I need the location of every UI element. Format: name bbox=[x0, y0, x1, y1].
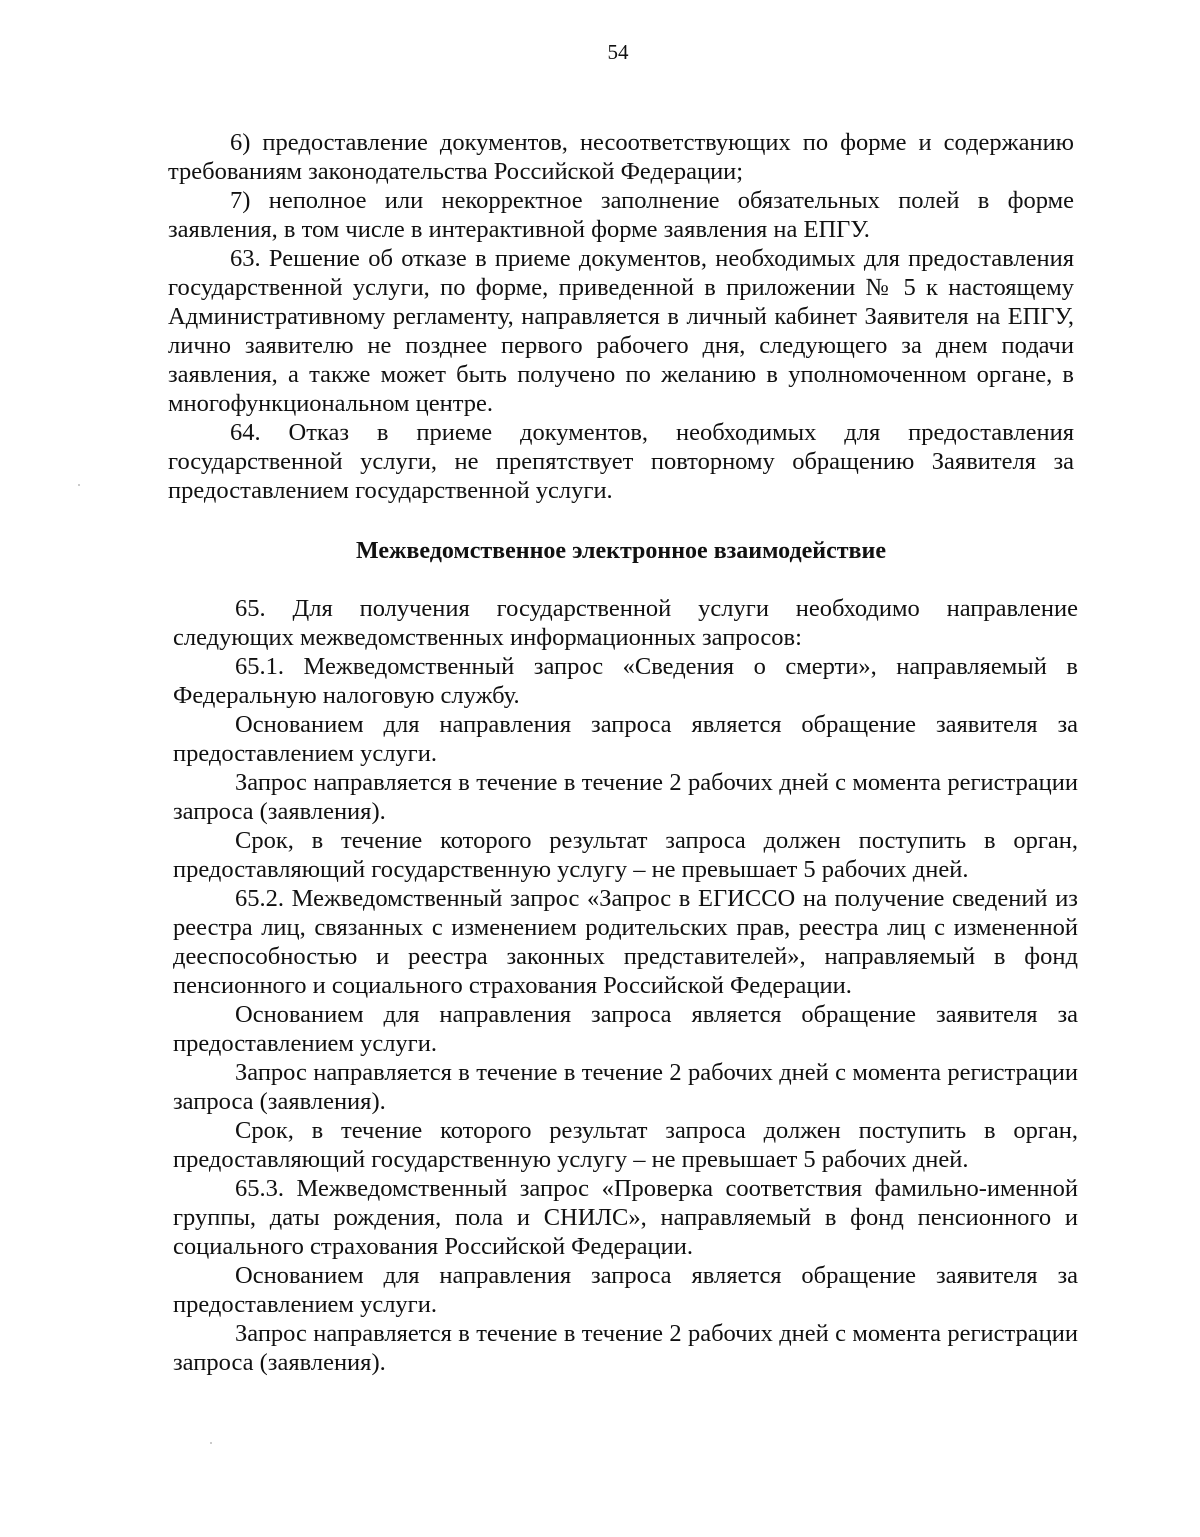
paragraph-65-1: 65.1. Межведомственный запрос «Сведения о смерти», направляемый в Федеральную налоговую службу. bbox=[173, 653, 1078, 709]
paragraph-65-3-timing: Запрос направляется в течение в течение 2 рабочих дней с момента регистрации запроса (заявления). bbox=[173, 1320, 1078, 1376]
paragraph-65-1-deadline: Срок, в течение которого результат запроса должен поступить в орган, предоставляющий государственную услугу – не превышает 5 рабочих дней. bbox=[173, 827, 1078, 883]
page-number: 54 bbox=[607, 40, 629, 64]
paragraph-65-1-basis: Основанием для направления запроса является обращение заявителя за предоставлением услуги. bbox=[173, 711, 1078, 767]
paragraph-65-2-basis: Основанием для направления запроса является обращение заявителя за предоставлением услуги. bbox=[173, 1001, 1078, 1057]
paragraph-65-3: 65.3. Межведомственный запрос «Проверка соответствия фамильно-именной группы, даты рождения, пола и СНИЛС», направляемый в фонд пенсионного и социального страхования Российской Федерации. bbox=[173, 1175, 1078, 1260]
section-text-block bbox=[173, 594, 1078, 1377]
paragraph-65: 65. Для получения государственной услуги необходимо направление следующих межведомственных информационных запросов: bbox=[173, 595, 1078, 651]
paragraph-65-2-deadline: Срок, в течение которого результат запроса должен поступить в орган, предоставляющий государственную услугу – не превышает 5 рабочих дней. bbox=[173, 1117, 1078, 1173]
paragraph-64: 64. Отказ в приеме документов, необходимых для предоставления государственной услуги, не препятствует повторному обращению Заявителя за предоставлением государственной услуги. bbox=[168, 419, 1074, 504]
paragraph-65-3-basis: Основанием для направления запроса является обращение заявителя за предоставлением услуги. bbox=[173, 1262, 1078, 1318]
paragraph-63: 63. Решение об отказе в приеме документов, необходимых для предоставления государственной услуги, по форме, приведенной в приложении № 5 к настоящему Административному регламенту, направляется в личный кабинет Заявителя на ЕПГУ, лично заявителю не позднее первого рабочего дня, следующего за днем подачи заявления, а также может быть получено по желанию в уполномоченном органе, в многофункциональном центре. bbox=[168, 245, 1074, 417]
paragraph-65-2-timing: Запрос направляется в течение в течение 2 рабочих дней с момента регистрации запроса (заявления). bbox=[173, 1059, 1078, 1115]
paragraph-65-1-timing: Запрос направляется в течение в течение 2 рабочих дней с момента регистрации запроса (заявления). bbox=[173, 769, 1078, 825]
paragraph-65-2: 65.2. Межведомственный запрос «Запрос в ЕГИССО на получение сведений из реестра лиц, связанных с изменением родительских прав, реестра лиц с измененной дееспособностью и реестра законных представителей», направляемый в фонд пенсионного и социального страхования Российской Федерации. bbox=[173, 885, 1078, 999]
top-text-block bbox=[168, 128, 1074, 505]
scan-speck bbox=[210, 1442, 212, 1444]
section-heading: Межведомственное электронное взаимодействие bbox=[356, 538, 886, 564]
paragraph-item-6: 6) предоставление документов, несоответствующих по форме и содержанию требованиям законодательства Российской Федерации; bbox=[168, 129, 1074, 185]
paragraph-item-7: 7) неполное или некорректное заполнение обязательных полей в форме заявления, в том числе в интерактивной форме заявления на ЕПГУ. bbox=[168, 187, 1074, 243]
scan-speck bbox=[78, 484, 80, 486]
